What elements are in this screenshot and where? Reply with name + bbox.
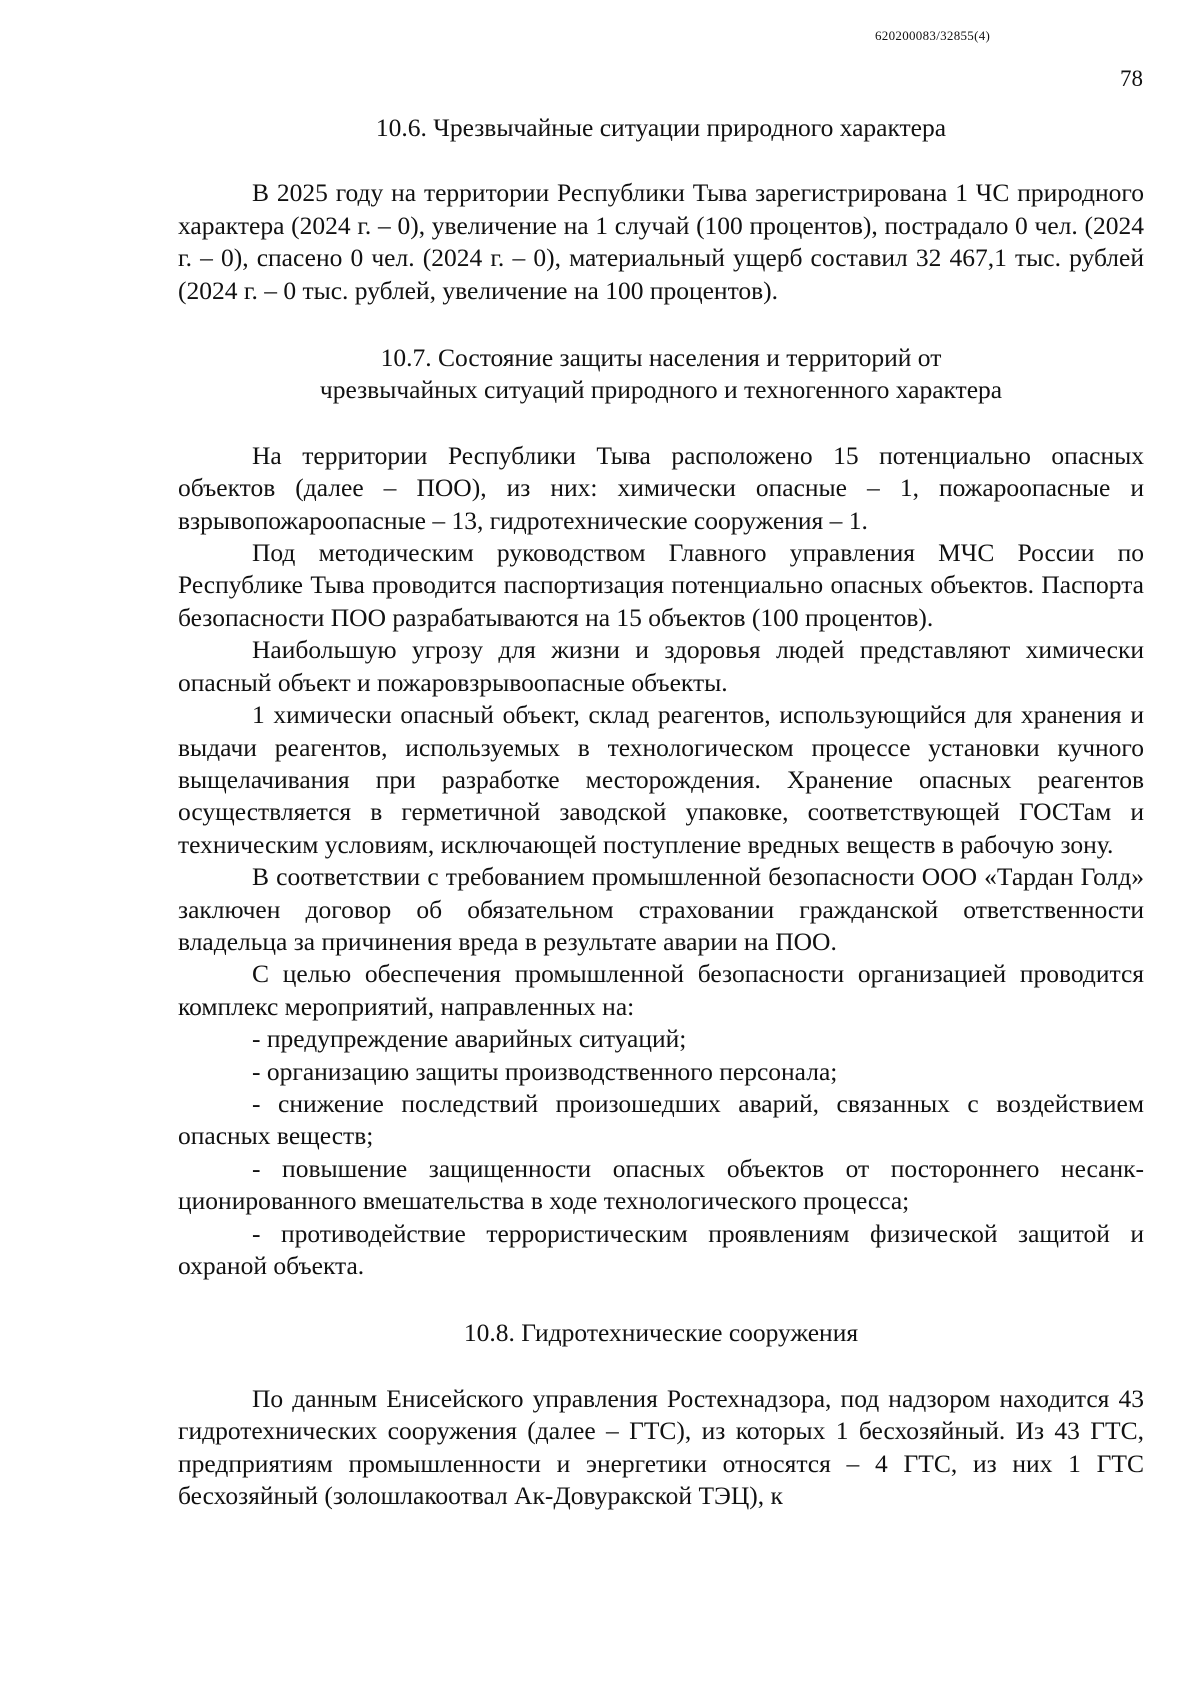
section-10-8-title: 10.8. Гидротехнические сооружения xyxy=(463,1318,859,1348)
page-number: 78 xyxy=(1120,66,1143,91)
section-10-7-paragraph-2: Под методическим руководством Главного управления МЧС России по Республике Тыва проводится паспортизация потенциально опасных объектов. Паспорта безопасности ПОО разрабатываются на 15 объектов (100 процентов). xyxy=(178,538,1144,632)
list-item: - снижение последствий произошедших аварий, связанных с воздействием опасных веществ; xyxy=(178,1088,1144,1151)
section-10-6-paragraph-1: В 2025 году на территории Республики Тыва зарегистрирована 1 ЧС природного характера (2024 г. – 0), увеличение на 1 случай (100 процентов), пострадало 0 чел. (2024 г. – 0), спасено 0 чел. (2024 г. – 0), материальный ущерб составил 32 467,1 тыс. рублей (2024 г. – 0 тыс. рублей, увеличение на 100 процентов). xyxy=(178,178,1144,305)
section-10-7-paragraph-4: 1 химически опасный объект, склад реагентов, использующийся для хранения и выдачи реагентов, используемых в технологическом процессе установки кучного выщелачивания при разработке месторождения. Хранение опасных реагентов осуществляется в герметичной заводской упаковке, соответствующей ГОСТам и техническим условиям, исключающей поступление вредных веществ в рабочую зону. xyxy=(178,700,1144,859)
section-10-7-paragraph-5: В соответствии с требованием промышленной безопасности ООО «Тардан Голд» заключен договор об обязательном страховании гражданской ответственности владельца за причинения вреда в результате аварии на ПОО. xyxy=(178,862,1144,956)
list-item: - повышение защищенности опасных объектов от постороннего несанкционированного вмешательства в ходе технологического процесса; xyxy=(178,1153,1144,1216)
document-id: 620200083/32855(4) xyxy=(875,28,991,43)
section-10-7-title xyxy=(178,342,1144,407)
section-10-7-paragraph-1: На территории Республики Тыва расположено 15 потенциально опасных объектов (далее – ПОО), из них: химически опасные – 1, пожароопасные и взрывопожароопасные – 13, гидротехнические сооружения – 1. xyxy=(178,440,1144,535)
section-10-7-paragraph-3: Наибольшую угрозу для жизни и здоровья людей представляют химически опасный объект и пожаровзрывоопасные объекты. xyxy=(178,635,1144,697)
list-item: - предупреждение аварийных ситуаций; xyxy=(252,1024,687,1054)
section-10-7-paragraph-6: С целью обеспечения промышленной безопасности организацией проводится комплекс мероприятий, направленных на: xyxy=(178,959,1144,1021)
section-10-7-title-line-2: чрезвычайных ситуаций природного и техногенного характера xyxy=(319,375,1003,405)
section-10-6-title: 10.6. Чрезвычайные ситуации природного характера xyxy=(375,113,947,142)
section-10-7-title-line-1: 10.7. Состояние защиты населения и территорий от xyxy=(380,343,942,373)
list-item: - противодействие террористическим проявлениям физической защитой и охраной объекта. xyxy=(178,1218,1144,1280)
section-10-8-paragraph-1: По данным Енисейского управления Ростехнадзора, под надзором находится 43 гидротехнических сооружения (далее – ГТС), из которых 1 бесхозяйный. Из 43 ГТС, предприятиям промышленности и энергетики относятся – 4 ГТС, из них 1 ГТС бесхозяйный (золошлакоотвал Ак-Довуракской ТЭЦ), к xyxy=(178,1383,1144,1511)
list-item: - организацию защиты производственного персонала; xyxy=(252,1056,838,1086)
page-content xyxy=(178,112,1144,1512)
